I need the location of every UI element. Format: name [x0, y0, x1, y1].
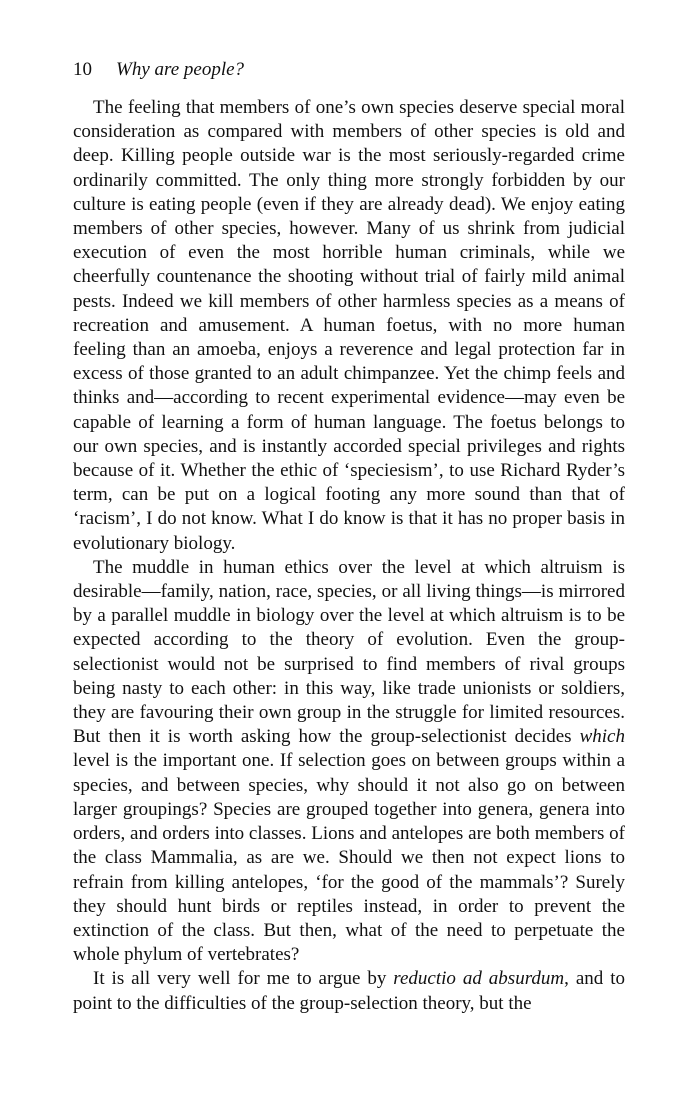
emphasis-which: which — [579, 726, 625, 748]
paragraph-3 — [73, 967, 625, 1015]
book-page — [73, 58, 625, 1016]
chapter-title: Why are people? — [116, 59, 245, 80]
paragraph-text: level is the important one. If selection goes on between groups within a species, and between species, why should it not also go on between larger groupings? Species are grouped together into genera, genera into orders, and orders into classes. Lions and antelopes are both members of the class Mammalia, as are we. Should we then not expect lions to refrain from killing antelopes, ‘for the good of the mammals’? Surely they should hunt birds or reptiles instead, in order to prevent the extinction of the class. But then, what of the need to perpetuate the whole phylum of vertebrates? — [73, 750, 625, 966]
paragraph-1 — [73, 96, 625, 556]
paragraph-text: The feeling that members of one’s own species deserve special moral consideration as compared with members of other species is old and deep. Killing people outside war is the most seriously-regarded crime ordinarily committed. The only thing more strongly forbidden by our culture is eating people (even if they are already dead). We enjoy eating members of other species, however. Many of us shrink from judicial execution of even the most horrible human criminals, while we cheerfully countenance the shooting without trial of fairly mild animal pests. Indeed we kill members of other harmless species as a means of recreation and amusement. A human foetus, with no more human feeling than an amoeba, enjoys a reverence and legal protection far in excess of those granted to an adult chimpanzee. Yet the chimp feels and thinks and—according to recent experimental evidence—may even be capable of learning a form of human language. The foetus belongs to our own species, and is instantly accorded special privileges and rights because of it. Whether the ethic of ‘speciesism’, to use Richard Ryder’s term, can be put on a logical footing any more sound than that of ‘racism’, I do not know. What I do know is that it has no proper basis in evolutionary biology. — [73, 97, 625, 554]
paragraph-2 — [73, 556, 625, 967]
body-text — [73, 96, 625, 1016]
paragraph-text: The muddle in human ethics over the level at which altruism is desirable—family, nation, race, species, or all living things—is mirrored by a parallel muddle in biology over the level at which altruism is to be expected according to the theory of evolution. Even the group-selectionist would not be surprised to find members of rival groups being nasty to each other: in this way, like trade unionists or soldiers, they are favouring their own group in the struggle for limited resources. But then it is worth asking how the group-selectionist decides — [73, 556, 625, 748]
paragraph-text: It is all very well for me to argue by — [93, 968, 394, 990]
emphasis-reductio: reductio ad absurdum — [393, 968, 565, 990]
page-number: 10 — [73, 59, 92, 80]
paragraph-text: , and to point to the difficulties of the group-selection theory, but the — [73, 968, 625, 1014]
running-head — [73, 58, 625, 82]
